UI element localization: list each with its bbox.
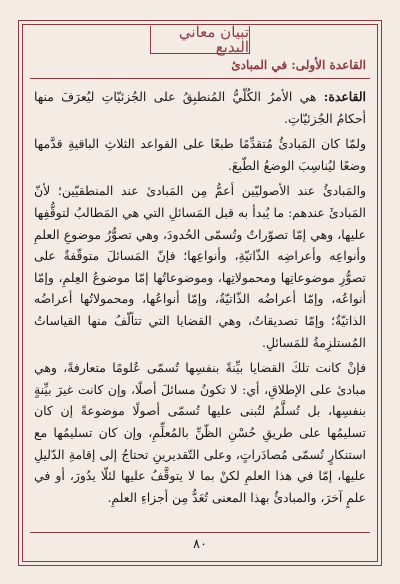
page-number: ٨٠ (193, 537, 207, 552)
body-text (34, 86, 366, 508)
paragraph-2: ولمّا كان المَبادئُ مُتقدِّمًا طبعًا على القواعد الثلاثِ الباقيةِ قدَّمها وضعًا ليُناسِبَ الوضعُ الطّبعَ. (34, 136, 366, 173)
header-divider (30, 78, 370, 79)
paragraph-definition (34, 86, 366, 129)
book-title: تبيان معاني البديع (178, 22, 249, 56)
book-title-cartouche (150, 22, 250, 56)
paragraph-3: والمَبادئُ عند الأصوليّين أعمُّ مِن المَبادئ عند المنطقيّين؛ لأنّ المَبادئَ عندهم: ما يُبدأ به قبل المَسائلِ التي هي المَطالبُ لتوقُّفِها عليها، وهي إمّا تصوّراتٌ وتُسمّى الحُدودَ، وهي تصوُّرُ موضوعِ العلمِ وأنواعِه وأعراضِه الذّاتيّةِ، وأنواعِها؛ فإنّ المَسائلَ متوقّفةٌ على تصوُّرِ موضوعاتِها ومحمولاتِها، وموضوعاتُها إمّا موضوعُ العِلمِ، وإمّا أنواعُه، وإمّا أعراضُه الذّاتيّةُ، وإمّا أنواعُها، ومحمولاتُها أعراضُه الذاتيّةُ؛ وإمّا تصديقاتٌ، وهي القضايا التي تتألّفُ منها القياساتُ المُستلزِمةُ للمَسائلِ. (34, 183, 366, 350)
definition-text: هي الأمرُ الكُلّيُّ المُنطبِقُ على الجُزئيّاتِ ليُعرَفَ منها أحكامُ الجُزئيّاتِ. (34, 89, 366, 126)
term-label: القاعدة: (323, 89, 366, 104)
footer-divider (30, 532, 370, 533)
paragraph-4: فإنْ كانت تلكَ القضايا بيِّنةً بنفسِها تُسمّى عُلومًا متعارفةً، وهي مبادئ على الإطلاقِ، أي: لا تكونُ مسائلَ أصلًا، وإن كانت غيرَ بيِّنةٍ بنفسِها، بل تُسلَّمُ لتُبنى عليها تُسمّى أصولًا موضوعةً إن كان تسليمُها على طريقِ حُسْنِ الظّنِّ بالمُعلِّمِ، وإن كان تسليمُها مع استنكارٍ تُسمّى مُصادَراتٍ، وعلى التّقديرينِ تحتاجُ إلى إقامةِ الدّليلِ عليها، إمّا في هذا العلمِ لكنْ بما لا يتوقَّفُ عليها لئلّا يدُورَ، أو في علمٍ آخرَ، والمبادئُ بهذا المعنى تُعَدُّ مِن أجزاءِ العلمِ. (34, 360, 366, 505)
running-head: القاعدة الأولى: في المبادئ (231, 58, 366, 72)
